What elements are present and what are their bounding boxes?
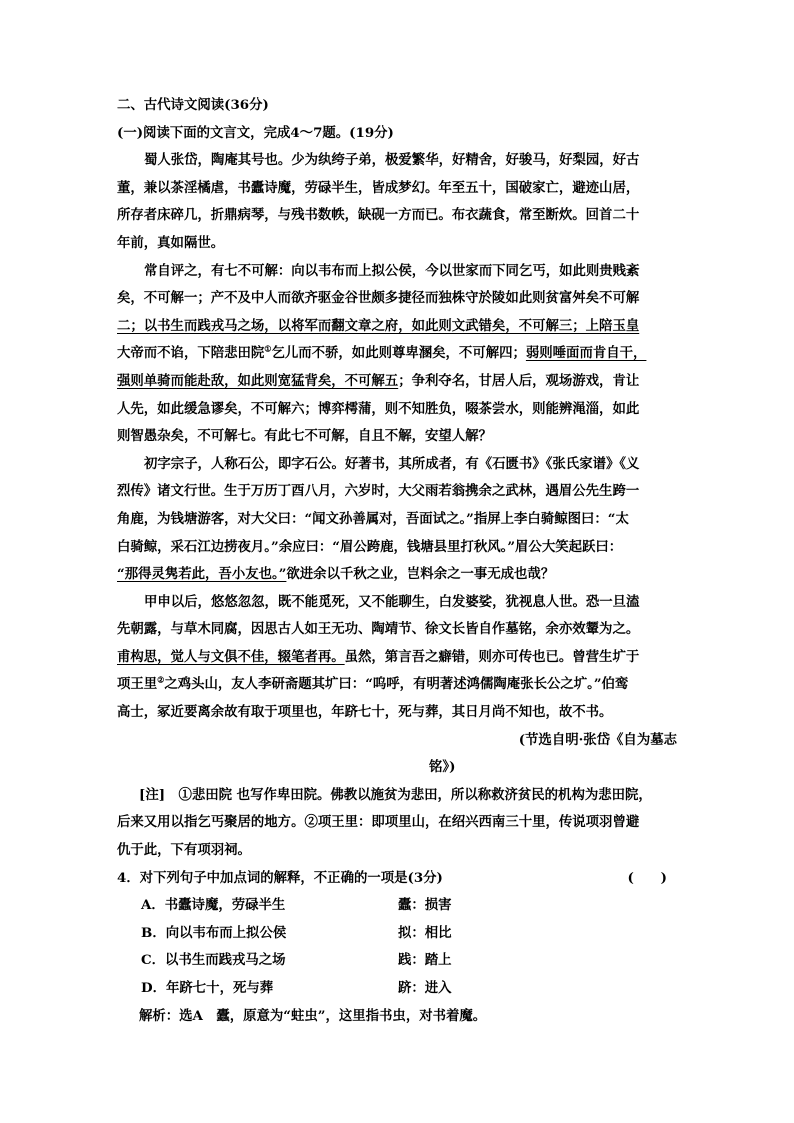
source-citation-line-1: (节选自明·张岱《自为墓志 — [518, 731, 677, 748]
option-sentence: A．书蠹诗魔，劳碌半生 — [141, 897, 286, 914]
option-c — [117, 947, 677, 975]
passage-line: 年前，真如隔世。 — [117, 234, 225, 251]
passage-line: 角鹿，为钱塘游客，对大父曰：“闻文孙善属对，吾面试之。”指屏上李白骑鲸图曰：“太 — [117, 510, 629, 527]
underlined-sentence: 弱则唾面而肯自干， — [525, 345, 647, 362]
footnote-marker: ① — [264, 343, 272, 354]
footnote-line: 后来又用以指乞丐聚居的地方。②项王里：即项里山，在绍兴西南三十里，传说项羽曾避 — [117, 814, 640, 831]
passage-text: 之鸡头山，友人李研斋题其圹曰：“呜呼，有明著述鸿儒陶庵张长公之圹。”伯鸾 — [164, 676, 629, 693]
passage-text: 欲进余以千秋之业，岂料余之一事无成也哉？ — [286, 566, 555, 583]
passage-line: 常自评之，有七不可解：向以韦布而上拟公侯，今以世家而下同乞丐，如此则贵贱紊 — [144, 262, 640, 279]
passage-line: 高士，冢近要离余故有取于项里也，年跻七十，死与葬，其日月尚不知也，故不书。 — [117, 704, 613, 721]
answer-blank: ( ) — [627, 869, 667, 886]
footnote-line: 仇于此，下有项羽祠。 — [117, 842, 251, 859]
passage-paragraph-1 — [117, 147, 677, 257]
passage-line: 董，兼以茶淫橘虐，书蠹诗魔，劳碌半生，皆成梦幻。年至五十，国破家亡，避迹山居， — [117, 179, 640, 196]
option-b — [117, 920, 677, 948]
footnote-line: [注] ①悲田院 也写作卑田院。佛教以施贫为悲田，所以称救济贫民的机构为悲田院， — [139, 786, 652, 803]
passage-line: 矣，不可解一；产不及中人而欲齐驱金谷世颇多捷径而独株守於陵如此则贫富舛矣不可解 — [117, 290, 640, 307]
passage-line — [117, 313, 677, 341]
passage-line: 先朝露，与草木同腐，因思古人如王无功、陶靖节、徐文长皆自作墓铭，余亦效颦为之。 — [117, 621, 640, 638]
sub-title: (一)阅读下面的文言文，完成4～7题。(19分) — [117, 124, 394, 141]
passage-line — [117, 644, 677, 672]
passage-line: 所存者床碎几，折鼎病琴，与残书数帙，缺砚一方而已。布衣蔬食，常至断炊。回首二十 — [117, 207, 640, 224]
passage-text: 大帝而不谄，下陪悲田院 — [117, 345, 265, 362]
answer-analysis: 解析：选A 蠹，原意为“蛀虫”，这里指书虫，对书着魔。 — [139, 1007, 487, 1024]
source-citation-line-2: 铭》) — [429, 759, 456, 776]
passage-paragraph-2 — [117, 258, 677, 451]
document-page — [117, 92, 677, 1030]
passage-text: ；争利夺名，甘居人后，观场游戏，肯让 — [398, 372, 640, 389]
option-explanation: 践：踏上 — [398, 952, 452, 969]
section-title: 二、古代诗文阅读(36分) — [117, 97, 269, 113]
passage-paragraph-4 — [117, 589, 677, 727]
underlined-sentence: 强则单骑而能赴敌，如此则宽猛背矣，不可解五 — [117, 372, 399, 389]
passage-line — [117, 368, 677, 396]
passage-line: 则智愚杂矣，不可解七。有此七不可解，自且不解，安望人解？ — [117, 428, 492, 445]
option-sentence: D．年跻七十，死与葬 — [141, 980, 274, 996]
footnote-marker: ② — [157, 675, 165, 685]
passage-line: 初字宗子，人称石公，即字石公。好著书，其所成者，有《石匮书》《张氏家谱》《义 — [144, 455, 640, 472]
question-stem-row — [117, 865, 677, 893]
passage-line: 烈传》诸文行世。生于万历丁酉八月，六岁时，大父雨若翁携余之武林，遇眉公先生跨一 — [117, 483, 640, 500]
passage-line: 人先，如此缓急谬矣，不可解六；博弈樗蒲，则不知胜负，啜茶尝水，则能辨渑淄，如此 — [117, 400, 640, 417]
question-4 — [117, 865, 677, 1031]
option-sentence: C．以书生而践戎马之场 — [141, 952, 286, 969]
footnotes — [117, 782, 677, 865]
passage-text: 虽然，第言吾之癖错，则亦可传也已。曾营生圹于 — [344, 648, 640, 665]
passage-line: 甲申以后，悠悠忽忽，既不能觅死，又不能聊生，白发婆娑，犹视息人世。恐一旦溘 — [144, 593, 640, 610]
passage-line: 白骑鲸，采石江边捞夜月。”余应曰：“眉公跨鹿，钱塘县里打秋风。”眉公大笑起跃曰： — [117, 538, 623, 555]
passage-text: 项王里 — [117, 676, 158, 693]
option-explanation: 蠹：损害 — [398, 897, 452, 914]
passage-text: 乞儿而不骄，如此则尊卑溷矣，不可解四； — [271, 345, 526, 362]
passage-line — [117, 561, 677, 589]
option-d — [117, 975, 677, 1003]
underlined-sentence: “那得灵隽若此，吾小友也。” — [117, 566, 287, 583]
question-stem: 4．对下列句子中加点词的解释，不正确的一项是(3分) — [117, 869, 443, 886]
passage-paragraph-3 — [117, 451, 677, 589]
option-sentence: B．向以韦布而上拟公侯 — [141, 924, 287, 941]
option-explanation: 跻：进入 — [398, 980, 452, 996]
underlined-sentence: 甫构思，觉人与文俱不佳，辍笔者再。 — [117, 648, 345, 665]
option-a — [117, 892, 677, 920]
passage-line: 蜀人张岱，陶庵其号也。少为纨绔子弟，极爱繁华，好精舍，好骏马，好梨园，好古 — [144, 152, 640, 169]
underlined-sentence-start: 二；以书生而践戎马之场，以将军而翻文章之府，如此则文武错矣，不可解三；上陪玉皇 — [117, 317, 640, 334]
option-explanation: 拟：相比 — [398, 924, 452, 941]
passage-line — [117, 671, 677, 699]
passage-line — [117, 340, 677, 368]
